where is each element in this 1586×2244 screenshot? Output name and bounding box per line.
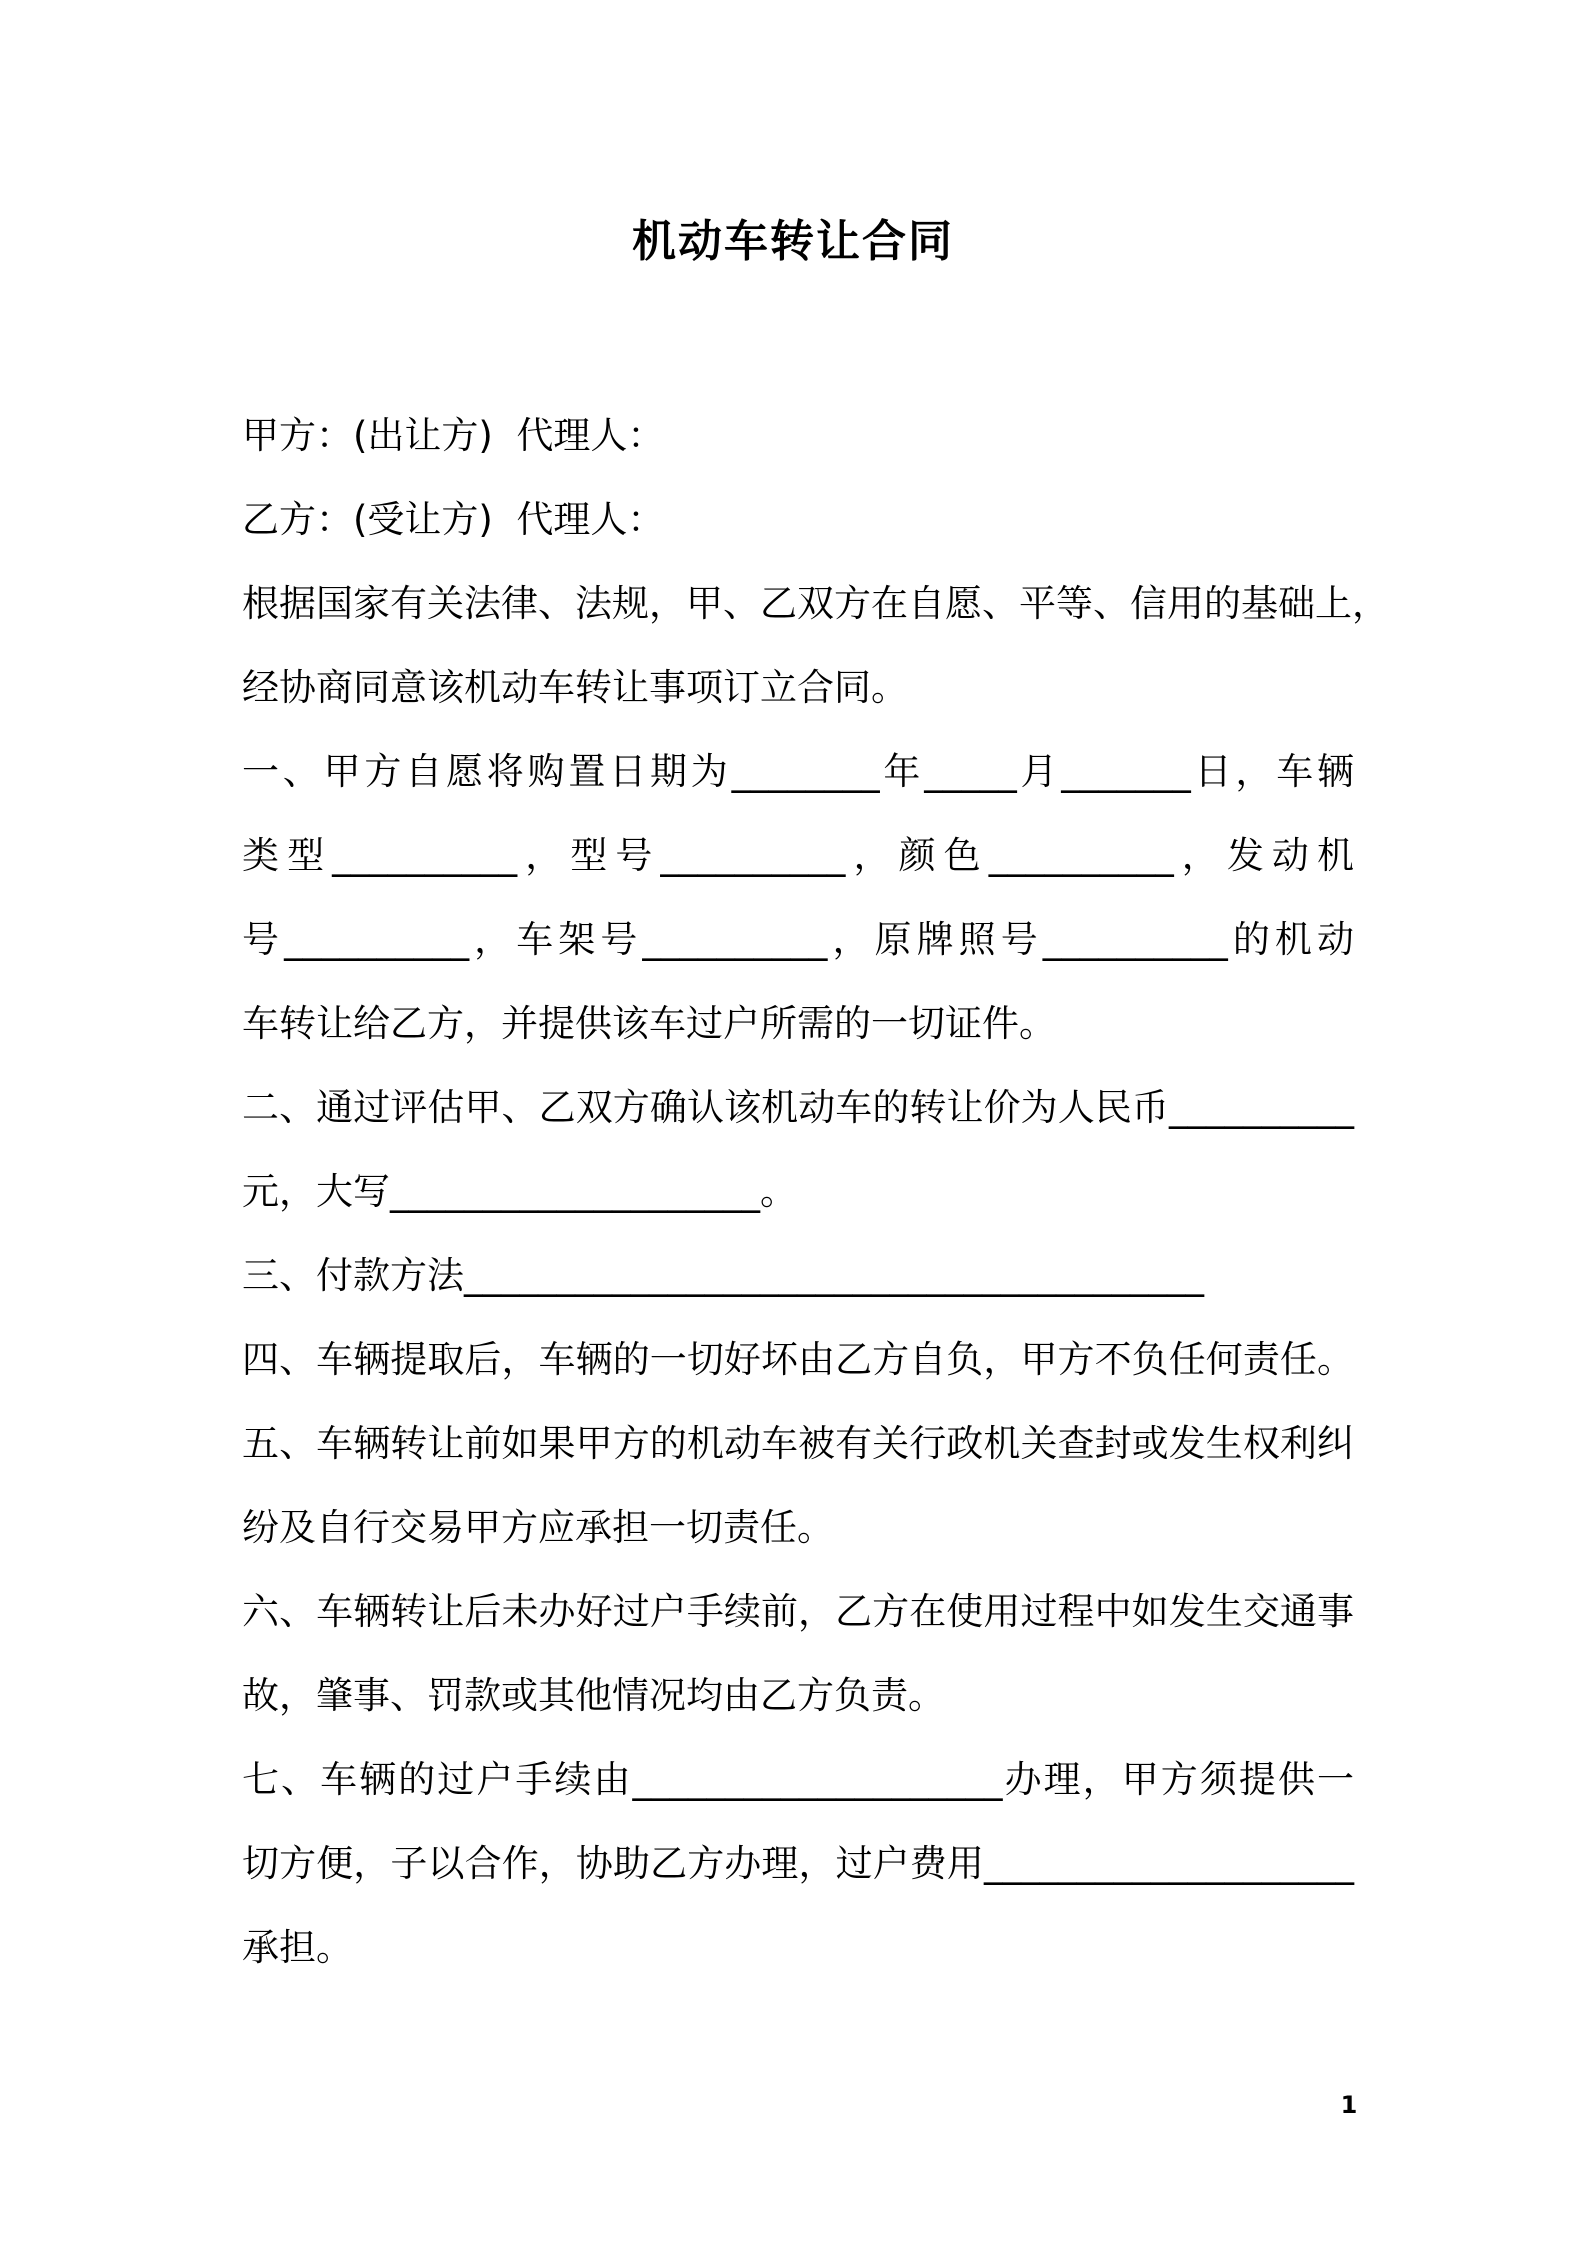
clause-1-line-2: 类型__________，型号__________，颜色__________，发动机 [242,834,1354,877]
clause-1-line-3: 号__________，车架号__________，原牌照号__________的机动 [242,918,1354,961]
preamble-line-1: 根据国家有关法律、法规，甲、乙双方在自愿、平等、信用的基础上， [242,582,1389,625]
clause-2-line-2: 元，大写____________________。 [242,1170,797,1213]
clause-3-line: 三、付款方法________________________________________ [242,1254,1204,1297]
clause-5-line-2: 纷及自行交易甲方应承担一切责任。 [242,1506,834,1549]
clause-6-line-2: 故，肇事、罚款或其他情况均由乙方负责。 [242,1674,945,1717]
document-title: 机动车转让合同 [632,216,954,267]
clause-7-line-1: 七、车辆的过户手续由____________________办理，甲方须提供一 [242,1758,1354,1801]
clause-1-line-1: 一、甲方自愿将购置日期为________年_____月_______日，车辆 [242,750,1354,793]
page-number: 1 [1340,2091,1358,2119]
clause-1-line-4: 车转让给乙方，并提供该车过户所需的一切证件。 [242,1002,1056,1045]
clause-5-line-1: 五、车辆转让前如果甲方的机动车被有关行政机关查封或发生权利纠 [242,1422,1354,1465]
clause-4-line: 四、车辆提取后，车辆的一切好坏由乙方自负，甲方不负任何责任。 [242,1338,1354,1381]
preamble-line-2: 经协商同意该机动车转让事项订立合同。 [242,666,908,709]
party-b-line: 乙方：(受让方) 代理人： [242,498,665,541]
clause-6-line-1: 六、车辆转让后未办好过户手续前，乙方在使用过程中如发生交通事 [242,1590,1354,1633]
clause-2-line-1: 二、通过评估甲、乙双方确认该机动车的转让价为人民币__________ [242,1086,1354,1129]
clause-7-line-2: 切方便，子以合作，协助乙方办理，过户费用____________________ [242,1842,1354,1885]
party-a-line: 甲方：(出让方) 代理人： [242,414,665,457]
clause-7-line-3: 承担。 [242,1926,353,1969]
